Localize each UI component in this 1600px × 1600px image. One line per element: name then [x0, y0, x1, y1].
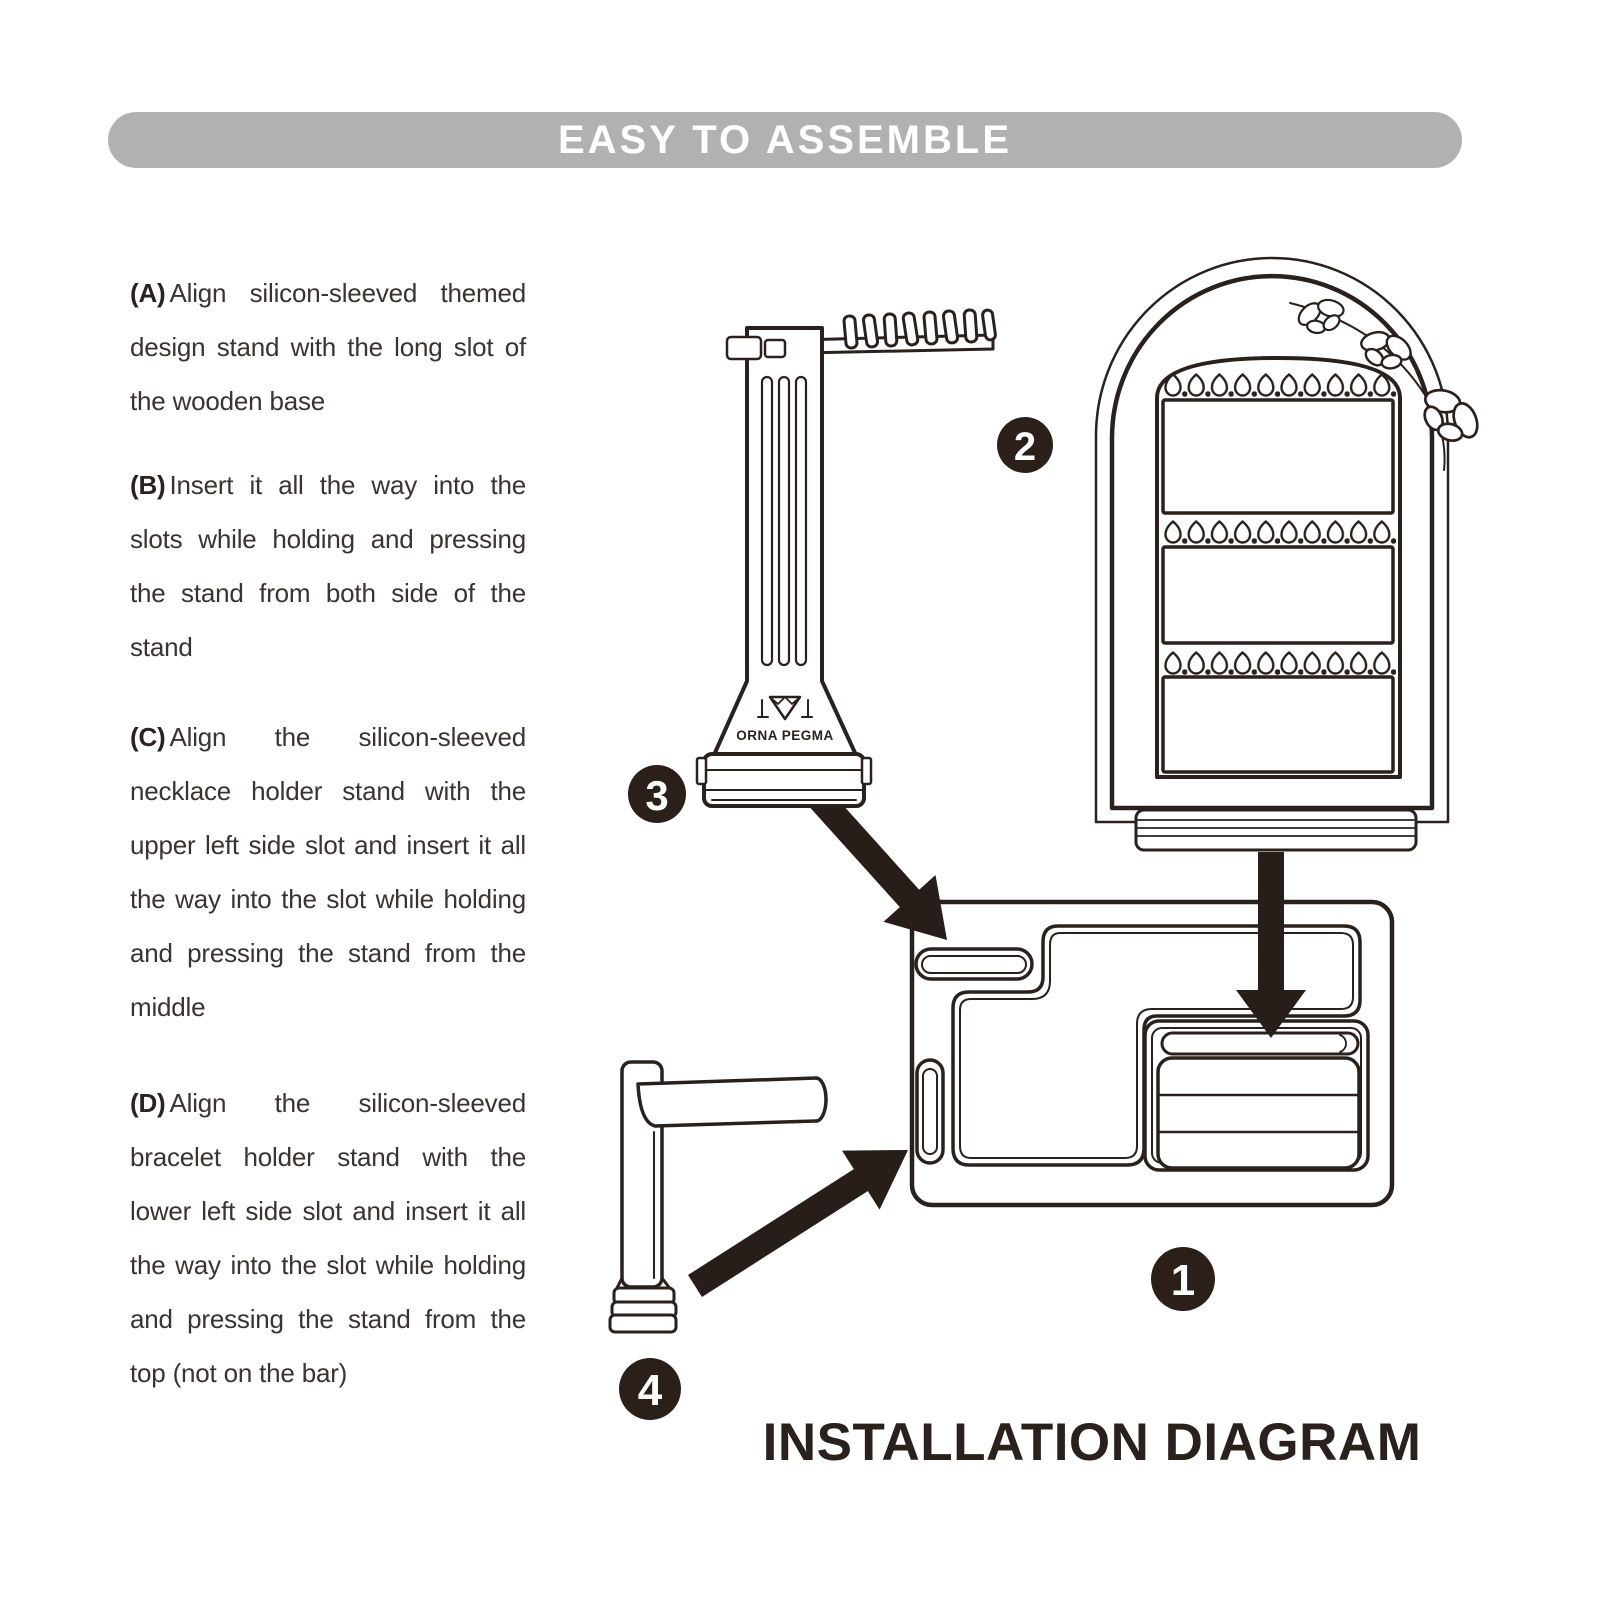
arrow-bracelet-to-base	[688, 1150, 908, 1297]
callout-3-necklace-stand	[628, 765, 686, 823]
callout-1-wooden-base	[1151, 1247, 1215, 1311]
instruction-step-a-text: Align silicon-sleeved themed design stand with the long slot of the wooden base	[130, 278, 526, 416]
callout-2-number: 2	[1013, 425, 1037, 469]
post-clamp	[727, 337, 761, 359]
instruction-step-a-label: (A)	[130, 278, 166, 308]
diagram-title: INSTALLATION DIAGRAM	[762, 1413, 1422, 1472]
earring-holder-panel-part	[1096, 258, 1493, 850]
wooden-base-part	[912, 902, 1392, 1205]
instruction-step-c-label: (C)	[130, 722, 166, 752]
instruction-step-d-label: (D)	[130, 1088, 166, 1118]
callout-4-bracelet-stand	[619, 1358, 681, 1420]
banner-title: EASY TO ASSEMBLE	[557, 117, 1012, 162]
bracelet-bar	[638, 1078, 826, 1126]
stand-post	[714, 328, 856, 755]
necklace-holder-stand-part	[697, 309, 996, 806]
callout-2-earring-panel	[997, 417, 1053, 473]
post-clamp-small	[765, 340, 785, 357]
panel-tenon-foot	[1136, 810, 1416, 850]
base-ring-cushions	[1158, 1058, 1359, 1168]
callout-3-number: 3	[645, 772, 669, 819]
instruction-step-c-text: Align the silicon-sleeved necklace holder stand with the upper left side slot and insert it all the way into the slot while holding and pressing the stand from the middle	[130, 722, 526, 1022]
bracelet-holder-stand-part	[610, 1062, 826, 1332]
instruction-step-d-text: Align the silicon-sleeved bracelet holder stand with the lower left side slot and insert it all the way into the slot while holding and pressing the stand from the top (not on the bar)	[130, 1088, 526, 1388]
instruction-step-b-label: (B)	[130, 470, 166, 500]
brand-name: ORNA PEGMA	[736, 728, 834, 743]
instruction-step-b-text: Insert it all the way into the slots while holding and pressing the stand from both side of the stand	[130, 470, 526, 662]
callout-1-number: 1	[1170, 1256, 1196, 1305]
stand-foot	[697, 754, 871, 806]
callout-4-number: 4	[637, 1366, 663, 1415]
